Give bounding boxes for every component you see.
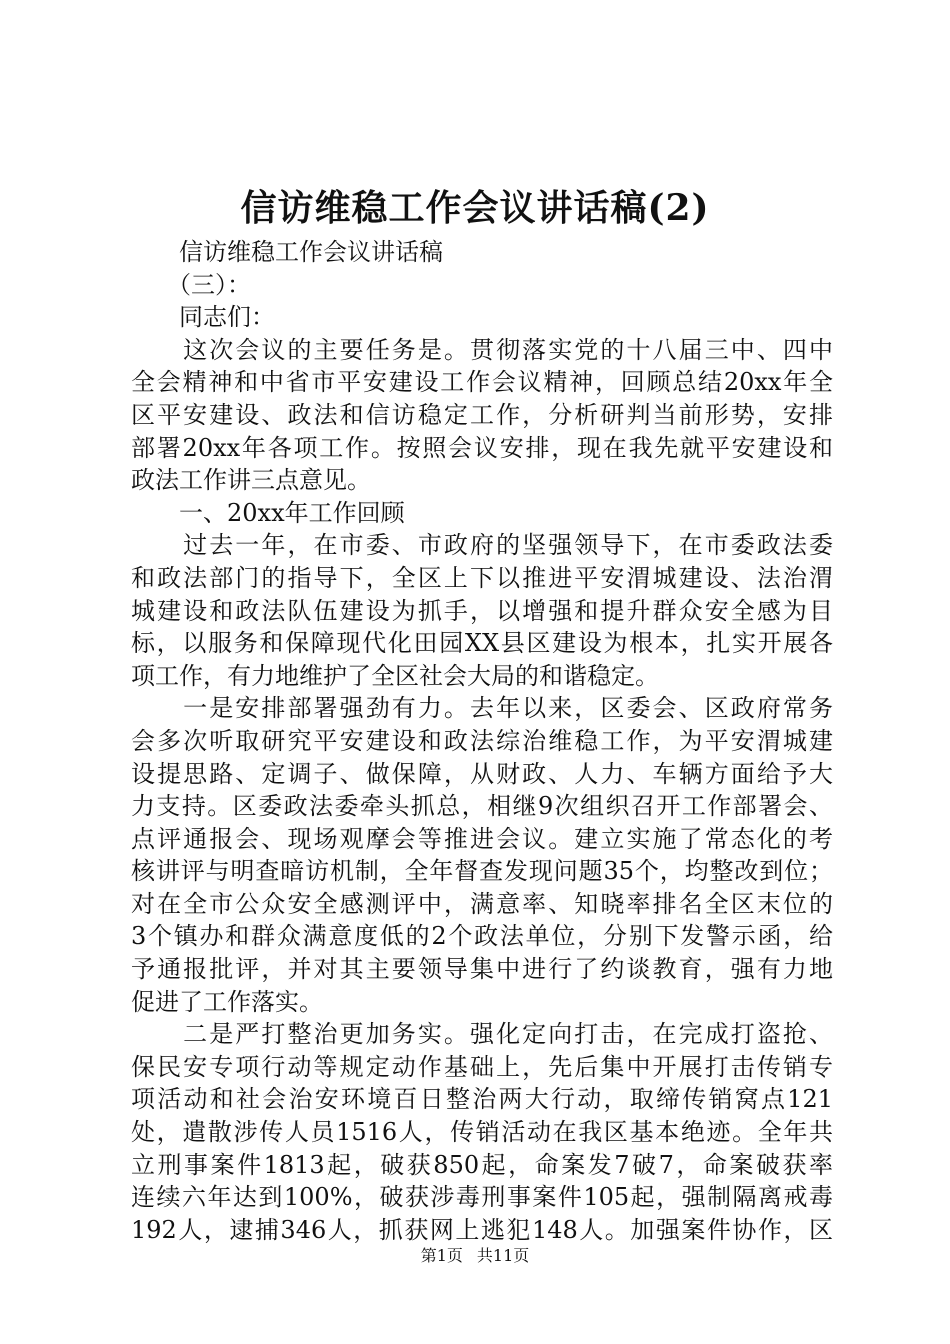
text-line: 处，遣散涉传人员1516人，传销活动在我区基本绝迹。全年共 (131, 1118, 833, 1147)
text-line: 对在全市公众安全感测评中，满意率、知晓率排名全区末位的 (131, 889, 833, 918)
text-line: 点评通报会、现场观摩会等推进会议。建立实施了常态化的考 (131, 824, 833, 853)
text-line: 城建设和政法队伍建设为抓手，以增强和提升群众安全感为目 (131, 596, 833, 625)
page-footer (0, 1244, 950, 1268)
text-line: 一、20xx年工作回顾 (131, 498, 405, 527)
text-line: 项工作，有力地维护了全区社会大局的和谐稳定。 (131, 661, 659, 690)
text-line: 二是严打整治更加务实。强化定向打击，在完成打盗抢、 (131, 1020, 833, 1049)
text-line: 力支持。区委政法委牵头抓总，相继9次组织召开工作部署会、 (131, 792, 833, 821)
text-line: 标，以服务和保障现代化田园XX县区建设为根本，扎实开展各 (131, 629, 833, 658)
text-line: 连续六年达到100%，破获涉毒刑事案件105起，强制隔离戒毒 (131, 1183, 833, 1212)
text-line: 和政法部门的指导下，全区上下以推进平安渭城建设、法治渭 (131, 563, 833, 592)
text-line: 192人，逮捕346人，抓获网上逃犯148人。加强案件协作，区 (131, 1215, 833, 1244)
text-line: 会多次听取研究平安建设和政法综治维稳工作，为平安渭城建 (131, 726, 833, 755)
text-line: 全会精神和中省市平安建设工作会议精神，回顾总结20xx年全 (131, 368, 833, 397)
text-line: 项活动和社会治安环境百日整治两大行动，取缔传销窝点121 (131, 1085, 833, 1114)
text-line: （三）： (131, 270, 251, 299)
text-line: 予通报批评，并对其主要领导集中进行了约谈教育，强有力地 (131, 955, 833, 984)
text-line: 核讲评与明查暗访机制，全年督查发现问题35个，均整改到位； (131, 857, 833, 886)
text-line: 这次会议的主要任务是。贯彻落实党的十八届三中、四中 (131, 335, 833, 364)
text-line: 同志们： (131, 303, 275, 332)
page-total: 共11页 (476, 1246, 530, 1265)
document-body (131, 236, 833, 1246)
text-line: 保民安专项行动等规定动作基础上，先后集中开展打击传销专 (131, 1052, 833, 1081)
text-line: 立刑事案件1813起，破获850起，命案发7破7，命案破获率 (131, 1150, 833, 1179)
text-line: 促进了工作落实。 (131, 987, 323, 1016)
text-line: 过去一年，在市委、市政府的坚强领导下，在市委政法委 (131, 531, 833, 560)
text-line: 设提思路、定调子、做保障，从财政、人力、车辆方面给予大 (131, 759, 833, 788)
text-line: 区平安建设、政法和信访稳定工作，分析研判当前形势，安排 (131, 400, 833, 429)
text-line: 一是安排部署强劲有力。去年以来，区委会、区政府常务 (131, 694, 833, 723)
page-number: 第1页 (420, 1246, 463, 1265)
text-line: 3个镇办和群众满意度低的2个政法单位，分别下发警示函，给 (131, 922, 833, 951)
text-line: 信访维稳工作会议讲话稿 (131, 238, 443, 266)
text-line: 部署20xx年各项工作。按照会议安排，现在我先就平安建设和 (131, 433, 833, 462)
text-line: 政法工作讲三点意见。 (131, 466, 371, 495)
document-title: 信访维稳工作会议讲话稿(2) (240, 187, 710, 229)
